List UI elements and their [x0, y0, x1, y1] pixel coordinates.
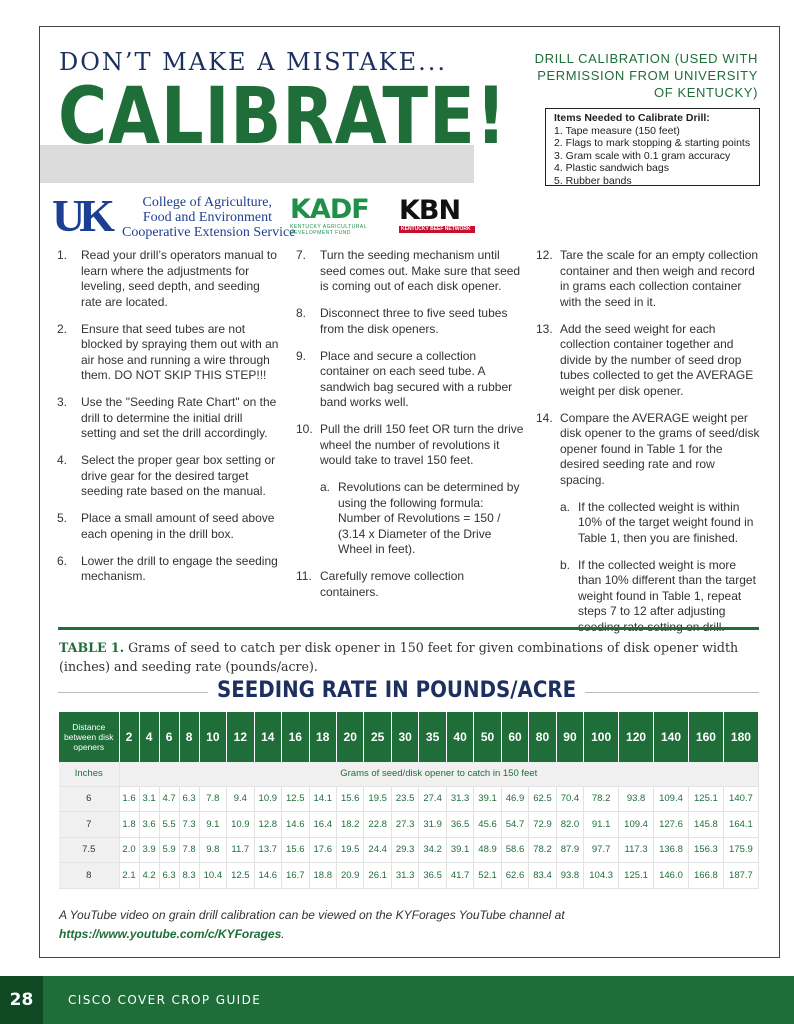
- list-item: 1. Tape measure (150 feet): [554, 124, 680, 137]
- table-cell: 7.8: [199, 786, 226, 812]
- step-14a: [560, 500, 760, 547]
- step-text: Lower the drill to engage the seeding mechanism.: [81, 553, 278, 583]
- step-text: Turn the seeding mechanism until seed comes out. Make sure that seed is coming out of each disk opener.: [320, 248, 521, 293]
- step-text: Ensure that seed tubes are not blocked by spraying them out with an air hose and running a wire through them. DO NOT SKIP THIS STEP!!!: [81, 321, 279, 382]
- step-number: 3.: [57, 395, 68, 409]
- steps-column-1: [57, 248, 279, 596]
- rate-header: 6: [159, 712, 179, 762]
- kadf-wordmark: KADF: [290, 194, 369, 225]
- rate-header: 180: [723, 712, 758, 762]
- table-cell: 36.5: [419, 863, 446, 889]
- rate-header: 160: [688, 712, 723, 762]
- table-cell: 62.6: [501, 863, 528, 889]
- step-10: [296, 422, 524, 469]
- table-cell: 20.9: [336, 863, 363, 889]
- step-text: Carefully remove collection containers.: [320, 569, 465, 599]
- rate-header: 50: [474, 712, 501, 762]
- step-number: 5.: [57, 511, 68, 525]
- step-number: 4.: [57, 453, 68, 467]
- steps-column-3: [536, 248, 760, 647]
- table-cell: 23.5: [391, 786, 418, 812]
- step-number: 11.: [296, 569, 312, 583]
- table-cell: 48.9: [474, 837, 501, 863]
- rate-header: 12: [227, 712, 254, 762]
- row-label: 7.5: [59, 837, 119, 863]
- section-divider: [58, 627, 759, 630]
- table-cell: 2.0: [119, 837, 139, 863]
- table-cell: 10.4: [199, 863, 226, 889]
- step-text: Select the proper gear box setting or drive gear for the desired target seeding rate based on the manual.: [81, 453, 276, 498]
- table-header-row: [59, 712, 759, 762]
- kbn-logo: [399, 196, 475, 233]
- step-2: [57, 322, 279, 384]
- step-number: 6.: [57, 553, 68, 568]
- table-cell: 39.1: [474, 786, 501, 812]
- corner-header: Distance between disk openers: [59, 712, 119, 762]
- substep-letter: a.: [560, 499, 571, 514]
- rate-header: 80: [529, 712, 556, 762]
- table-cell: 19.5: [364, 786, 391, 812]
- table-cell: 125.1: [619, 863, 654, 889]
- table-cell: 16.7: [282, 863, 309, 889]
- units-row: [59, 762, 759, 786]
- table-row: [59, 786, 759, 812]
- table-cell: 31.3: [391, 863, 418, 889]
- step-14: [536, 411, 760, 489]
- step-5: [57, 511, 279, 542]
- list-item: 2. Flags to mark stopping & starting points: [554, 137, 751, 149]
- step-number: 2.: [57, 321, 68, 336]
- table-cell: 9.4: [227, 786, 254, 812]
- table-cell: 187.7: [723, 863, 758, 889]
- table-cell: 91.1: [584, 812, 619, 838]
- step-number: 10.: [296, 422, 313, 436]
- table-cell: 14.1: [309, 786, 336, 812]
- rate-header: 30: [391, 712, 418, 762]
- step-text: Place and secure a collection container on each seed tube. A sandwich bag secured with a rubber band works well.: [320, 348, 513, 409]
- rate-header: 35: [419, 712, 446, 762]
- youtube-link[interactable]: https://www.youtube.com/c/KYForages: [59, 927, 282, 941]
- substep-letter: b.: [560, 557, 571, 572]
- rate-header: 140: [654, 712, 689, 762]
- table-cell: 97.7: [584, 837, 619, 863]
- table-cell: 29.3: [391, 837, 418, 863]
- table-cell: 82.0: [556, 812, 583, 838]
- table-cell: 27.3: [391, 812, 418, 838]
- row-label: 7: [59, 812, 119, 838]
- rate-header: 60: [501, 712, 528, 762]
- table-cell: 39.1: [446, 837, 473, 863]
- table-cell: 45.6: [474, 812, 501, 838]
- table-cell: 31.9: [419, 812, 446, 838]
- table-cell: 14.6: [254, 863, 281, 889]
- table-cell: 4.7: [159, 786, 179, 812]
- table-cell: 164.1: [723, 812, 758, 838]
- table-cell: 18.8: [309, 863, 336, 889]
- page-number: 28: [0, 976, 43, 1024]
- table-cell: 125.1: [688, 786, 723, 812]
- table-heading-wrap: [0, 678, 794, 703]
- table-cell: 3.9: [139, 837, 159, 863]
- seeding-rate-table: [59, 712, 759, 889]
- uk-mark: UK: [52, 190, 109, 241]
- rate-header: 100: [584, 712, 619, 762]
- table-cell: 4.2: [139, 863, 159, 889]
- table-cell: 3.1: [139, 786, 159, 812]
- table-cell: 136.8: [654, 837, 689, 863]
- table-cell: 13.7: [254, 837, 281, 863]
- step-text: Read your drill’s operators manual to learn where the adjustments for leveling, seed depth, and seeding rate are located.: [81, 248, 277, 309]
- step-14b: [560, 558, 760, 636]
- uk-line-1: College of Agriculture,: [142, 195, 272, 210]
- list-item: 3. Gram scale with 0.1 gram accuracy: [554, 149, 731, 162]
- table-caption: [59, 638, 759, 676]
- table-cell: 1.8: [119, 812, 139, 838]
- rate-header: 10: [199, 712, 226, 762]
- table-cell: 9.1: [199, 812, 226, 838]
- rate-header: 25: [364, 712, 391, 762]
- table-cell: 18.2: [336, 812, 363, 838]
- table-cell: 19.5: [336, 837, 363, 863]
- table-cell: 36.5: [446, 812, 473, 838]
- page-footer: [0, 976, 794, 1024]
- rate-header: 4: [139, 712, 159, 762]
- table-cell: 46.9: [501, 786, 528, 812]
- units-description: Grams of seed/disk opener to catch in 150 feet: [119, 762, 759, 786]
- step-1: [57, 248, 279, 310]
- kbn-subtitle: KENTUCKY BEEF NETWORK: [399, 226, 475, 233]
- table-cell: 109.4: [654, 786, 689, 812]
- step-number: 9.: [296, 348, 307, 363]
- rate-header: 8: [179, 712, 199, 762]
- step-3: [57, 395, 279, 442]
- uk-line-2: Food and Environment: [142, 210, 272, 225]
- step-10a: [320, 480, 524, 558]
- table-cell: 72.9: [529, 812, 556, 838]
- footnote-end: .: [281, 927, 285, 941]
- table-cell: 62.5: [529, 786, 556, 812]
- list-item: 5. Rubber bands: [554, 174, 632, 187]
- table-cell: 16.4: [309, 812, 336, 838]
- table-cell: 156.3: [688, 837, 723, 863]
- table-cell: 83.4: [529, 863, 556, 889]
- table-cell: 14.6: [282, 812, 309, 838]
- table-cell: 2.1: [119, 863, 139, 889]
- table-cell: 93.8: [556, 863, 583, 889]
- step-text: Disconnect three to five seed tubes from the disk openers.: [320, 306, 508, 336]
- substep-text: If the collected weight is more than 10% different than the target weight found in Table 1, repeat steps 7 to 12 after adjusting: [578, 557, 756, 618]
- table-cell: 22.8: [364, 812, 391, 838]
- caption-lead: TABLE 1.: [59, 640, 125, 655]
- step-4: [57, 453, 279, 500]
- table-cell: 146.0: [654, 863, 689, 889]
- row-label: 6: [59, 786, 119, 812]
- footnote: [59, 906, 759, 944]
- substep-letter: a.: [320, 480, 331, 494]
- table-cell: 166.8: [688, 863, 723, 889]
- uk-logo-text: [122, 195, 296, 240]
- table-cell: 52.1: [474, 863, 501, 889]
- table-cell: 78.2: [529, 837, 556, 863]
- table-cell: 104.3: [584, 863, 619, 889]
- rate-header: 2: [119, 712, 139, 762]
- table-cell: 93.8: [619, 786, 654, 812]
- kadf-logo: [290, 196, 382, 236]
- substep-text: If the collected weight is within 10% of the target weight found in Table 1, then you are finished.: [578, 499, 754, 545]
- table-cell: 140.7: [723, 786, 758, 812]
- step-text: Place a small amount of seed above each opening in the drill box.: [81, 511, 275, 541]
- table-cell: 15.6: [282, 837, 309, 863]
- rate-header: 20: [336, 712, 363, 762]
- list-item: 4. Plastic sandwich bags: [554, 162, 669, 174]
- table-cell: 109.4: [619, 812, 654, 838]
- table-cell: 6.3: [179, 786, 199, 812]
- rate-header: 120: [619, 712, 654, 762]
- step-text: Pull the drill 150 feet OR turn the drive wheel the number of revolutions it would take to travel 150 feet.: [320, 422, 524, 467]
- headline-small: DON’T MAKE A MISTAKE...: [59, 48, 447, 76]
- uk-logo: [52, 190, 296, 242]
- step-9: [296, 349, 524, 411]
- step-12: [536, 248, 760, 310]
- step-number: 14.: [536, 410, 553, 425]
- table-cell: 5.9: [159, 837, 179, 863]
- step-11: [296, 569, 524, 600]
- rate-header: 90: [556, 712, 583, 762]
- units-label: Inches: [59, 762, 119, 786]
- step-8: [296, 306, 524, 337]
- step-number: 7.: [296, 248, 307, 262]
- table-cell: 127.6: [654, 812, 689, 838]
- table-row: [59, 837, 759, 863]
- table-cell: 12.5: [227, 863, 254, 889]
- permission-note: DRILL CALIBRATION (USED WITH PERMISSION FROM UNIVERSITY OF KENTUCKY): [534, 51, 758, 100]
- table-cell: 117.3: [619, 837, 654, 863]
- table-cell: 175.9: [723, 837, 758, 863]
- table-cell: 78.2: [584, 786, 619, 812]
- step-number: 1.: [57, 248, 68, 262]
- headline-big: CALIBRATE!: [58, 72, 508, 162]
- steps-column-2: [296, 248, 524, 612]
- table-cell: 145.8: [688, 812, 723, 838]
- step-text: Add the seed weight for each collection container together and divide by the number of seed drop tubes collected to get the AVERAGE weight per disk opener.: [560, 321, 754, 398]
- step-number: 8.: [296, 306, 307, 320]
- table-cell: 7.3: [179, 812, 199, 838]
- rate-header: 18: [309, 712, 336, 762]
- table-row: [59, 812, 759, 838]
- table-cell: 11.7: [227, 837, 254, 863]
- step-6: [57, 554, 279, 585]
- table-cell: 8.3: [179, 863, 199, 889]
- table-cell: 54.7: [501, 812, 528, 838]
- step-text: Use the "Seeding Rate Chart" on the drill to determine the initial drill setting and set the drill accordingly.: [81, 395, 277, 440]
- table-cell: 87.9: [556, 837, 583, 863]
- kbn-wordmark: KBN: [399, 195, 461, 226]
- table-cell: 1.6: [119, 786, 139, 812]
- table-cell: 27.4: [419, 786, 446, 812]
- footnote-text: A YouTube video on grain drill calibration can be viewed on the KYForages YouTube channel at: [59, 908, 565, 922]
- row-label: 8: [59, 863, 119, 889]
- table-cell: 26.1: [364, 863, 391, 889]
- substep-text: Revolutions can be determined by using the following formula: Number of Revolutions = 150 / (3.14 x Diameter of the Drive Wheel in feet).: [338, 480, 520, 556]
- table-cell: 58.6: [501, 837, 528, 863]
- table-cell: 9.8: [199, 837, 226, 863]
- step-text: Compare the AVERAGE weight per disk opener to the grams of seed/disk opener found in Table 1 for the desired seeding rate and row spacing.: [560, 410, 760, 487]
- table-cell: 7.8: [179, 837, 199, 863]
- table-cell: 15.6: [336, 786, 363, 812]
- guide-title: CISCO COVER CROP GUIDE: [68, 993, 262, 1007]
- table-cell: 10.9: [227, 812, 254, 838]
- table-row: [59, 863, 759, 889]
- items-title: Items Needed to Calibrate Drill:: [554, 112, 710, 124]
- kadf-subtitle: KENTUCKY AGRICULTURAL DEVELOPMENT FUND: [290, 224, 367, 236]
- caption-text: Grams of seed to catch per disk opener in 150 feet for given combinations of disk opener width (inches) and seeding rate (pounds/acre).: [59, 640, 739, 674]
- step-number: 13.: [536, 321, 553, 336]
- table-cell: 5.5: [159, 812, 179, 838]
- items-needed-box: [545, 108, 760, 186]
- table-cell: 10.9: [254, 786, 281, 812]
- table-cell: 17.6: [309, 837, 336, 863]
- table-cell: 24.4: [364, 837, 391, 863]
- step-number: 12.: [536, 248, 553, 262]
- table-cell: 34.2: [419, 837, 446, 863]
- table-cell: 12.5: [282, 786, 309, 812]
- table-cell: 31.3: [446, 786, 473, 812]
- table-cell: 3.6: [139, 812, 159, 838]
- rate-header: 16: [282, 712, 309, 762]
- step-7: [296, 248, 524, 295]
- rate-header: 40: [446, 712, 473, 762]
- table-heading: SEEDING RATE IN POUNDS/ACRE: [208, 678, 585, 703]
- rate-header: 14: [254, 712, 281, 762]
- uk-line-3: Cooperative Extension Service: [122, 225, 296, 240]
- table-cell: 70.4: [556, 786, 583, 812]
- step-13: [536, 322, 760, 400]
- table-cell: 6.3: [159, 863, 179, 889]
- table-cell: 41.7: [446, 863, 473, 889]
- step-text: Tare the scale for an empty collection container and then weigh and record in grams each collection container with the seed in it.: [560, 248, 759, 309]
- table-cell: 12.8: [254, 812, 281, 838]
